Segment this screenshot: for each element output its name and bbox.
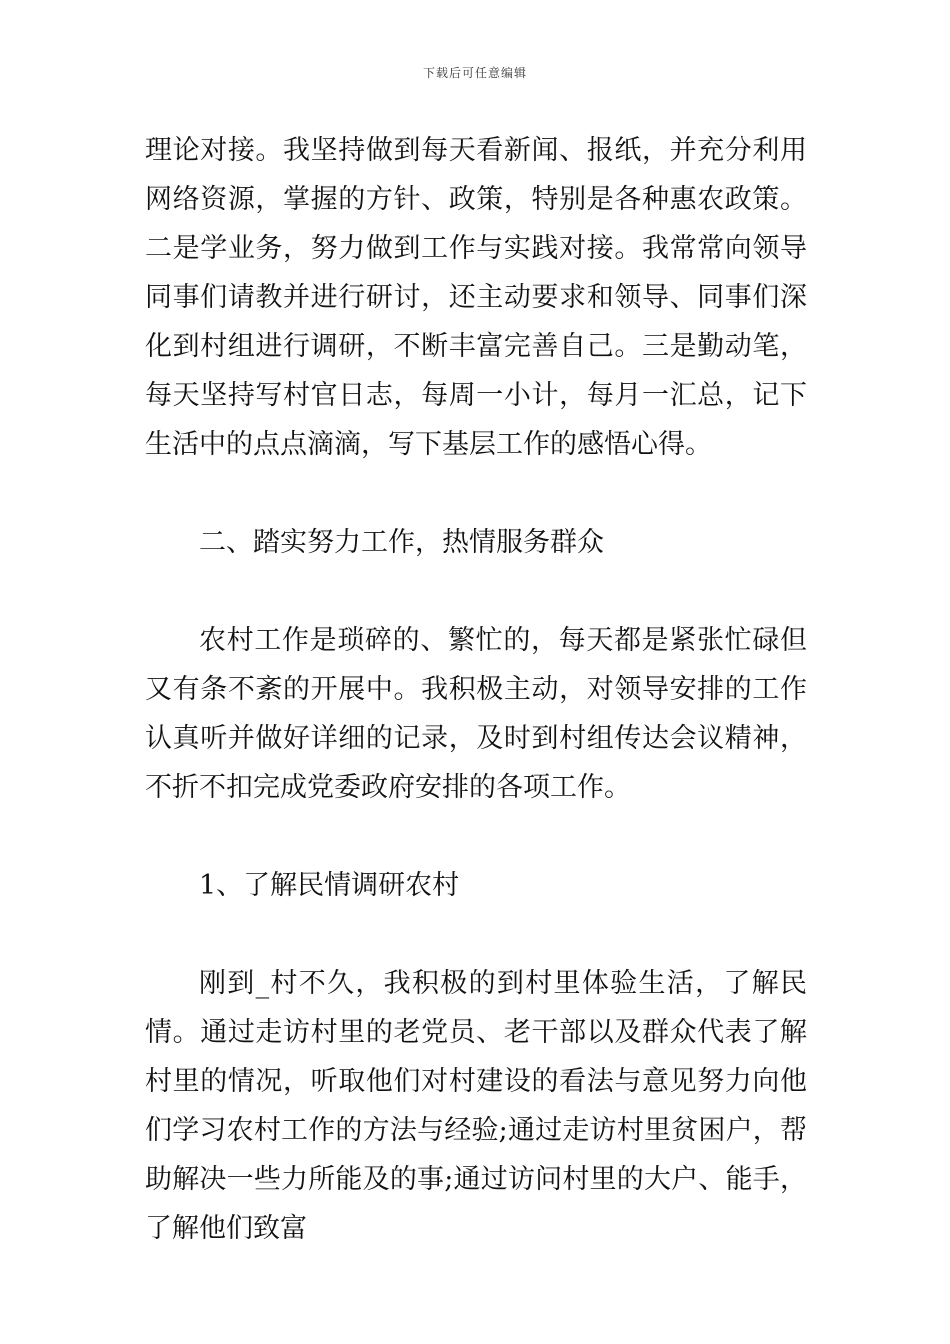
paragraph-gap xyxy=(145,567,807,616)
paragraph-rural-work: 农村工作是琐碎的、繁忙的，每天都是紧张忙碌但又有条不紊的开展中。我积极主动，对领导安排的工作认真听并做好详细的记录，及时到村组传达会议精神，不折不扣完成党委政府安排的各项工作。 xyxy=(145,625,807,803)
paragraph-gap xyxy=(145,910,807,959)
page-header-note: 下载后可任意编辑 xyxy=(422,66,527,80)
section-heading-work-service: 二、踏实努力工作，热情服务群众 xyxy=(199,527,604,558)
subsection-heading-understand-people: 1、了解民情调研农村 xyxy=(199,870,460,901)
document-body xyxy=(145,126,807,1253)
paragraph-study-theory: 理论对接。我坚持做到每天看新闻、报纸，并充分利用网络资源，掌握的方针、政策，特别是各种惠农政策。二是学业务，努力做到工作与实践对接。我常常向领导同事们请教并进行研讨，还主动要求和领导、同事们深化到村组进行调研，不断丰富完善自己。三是勤动笔，每天坚持写村官日志，每周一小计，每月一汇总，记下生活中的点点滴滴，写下基层工作的感悟心得。 xyxy=(145,135,807,460)
paragraph-gap xyxy=(145,812,807,861)
paragraph-village-visits: 刚到_村不久，我积极的到村里体验生活，了解民情。通过走访村里的老党员、老干部以及群众代表了解村里的情况，听取他们对村建设的看法与意见努力向他们学习农村工作的方法与经验;通过走访村里贫困户，帮助解决一些力所能及的事;通过访问村里的大户、能手，了解他们致富 xyxy=(145,968,807,1244)
paragraph-gap xyxy=(145,469,807,518)
